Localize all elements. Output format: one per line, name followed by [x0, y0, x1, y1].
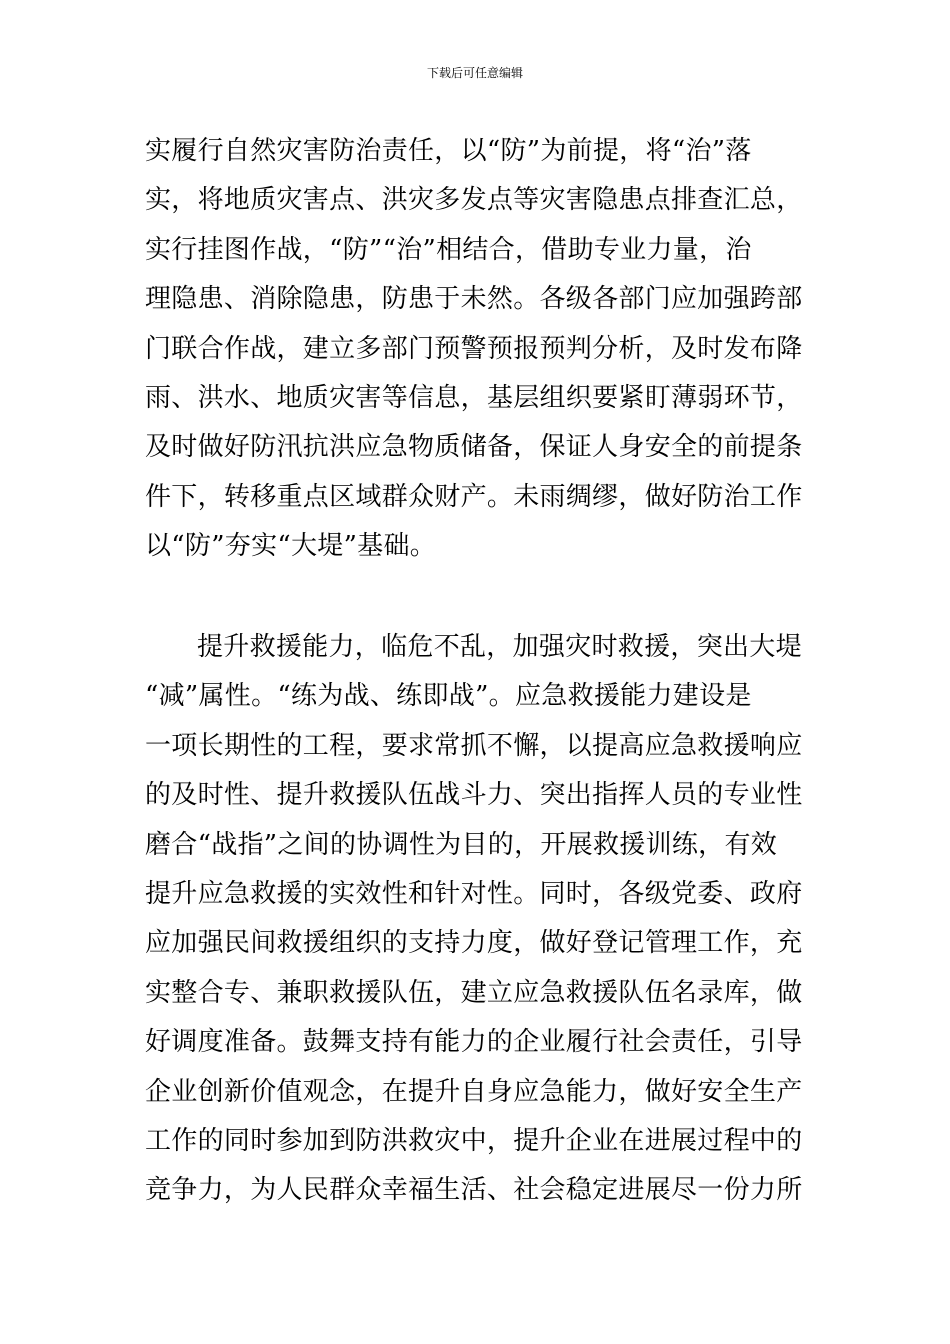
text-line: 磨合“战指”之间的协调性为目的，开展救援训练，有效: [145, 829, 778, 860]
text-line: 实履行自然灾害防治责任，以“防”为前提，将“治”落: [145, 136, 752, 166]
text-line: 件下，转移重点区域群众财产。未雨绸缪，做好防治工作: [145, 481, 803, 512]
text-line: 理隐患、消除隐患，防患于未然。各级各部门应加强跨部: [145, 284, 803, 315]
text-line: 门联合作战，建立多部门预警预报预判分析，及时发布降: [145, 333, 803, 364]
paragraph-disaster-prevention: [145, 127, 810, 572]
text-line: 以“防”夯实“大堤”基础。: [145, 531, 437, 562]
text-line: “减”属性。“练为战、练即战”。应急救援能力建设是: [145, 681, 752, 712]
text-line: 应加强民间救援组织的支持力度，做好登记管理工作，充: [145, 928, 803, 959]
text-line: 实，将地质灾害点、洪灾多发点等灾害隐患点排查汇总，: [145, 185, 803, 216]
text-line: 好调度准备。鼓舞支持有能力的企业履行社会责任，引导: [145, 1027, 803, 1058]
text-line: 实整合专、兼职救援队伍，建立应急救援队伍名录库，做: [145, 977, 803, 1008]
text-line: 的及时性、提升救援队伍战斗力、突出指挥人员的专业性: [145, 780, 803, 811]
text-line: 企业创新价值观念，在提升自身应急能力，做好安全生产: [145, 1076, 803, 1107]
text-line: 提升救援能力，临危不乱，加强灾时救援，突出大堤: [197, 632, 802, 662]
text-line: 工作的同时参加到防洪救灾中，提升企业在进展过程中的: [145, 1126, 803, 1157]
text-line: 及时做好防汛抗洪应急物质储备，保证人身安全的前提条: [145, 432, 803, 463]
text-line: 提升应急救援的实效性和针对性。同时，各级党委、政府: [145, 879, 803, 910]
page-header: 下载后可任意编辑: [426, 66, 523, 80]
text-line: 竞争力，为人民群众幸福生活、社会稳定进展尽一份力所: [145, 1175, 803, 1206]
text-line: 一项长期性的工程，要求常抓不懈，以提高应急救援响应: [145, 730, 803, 761]
text-line: 实行挂图作战，“防”“治”相结合，借助专业力量，治: [145, 234, 752, 265]
text-line: 雨、洪水、地质灾害等信息，基层组织要紧盯薄弱环节，: [145, 383, 803, 414]
paragraph-rescue-capability: [145, 623, 810, 1216]
